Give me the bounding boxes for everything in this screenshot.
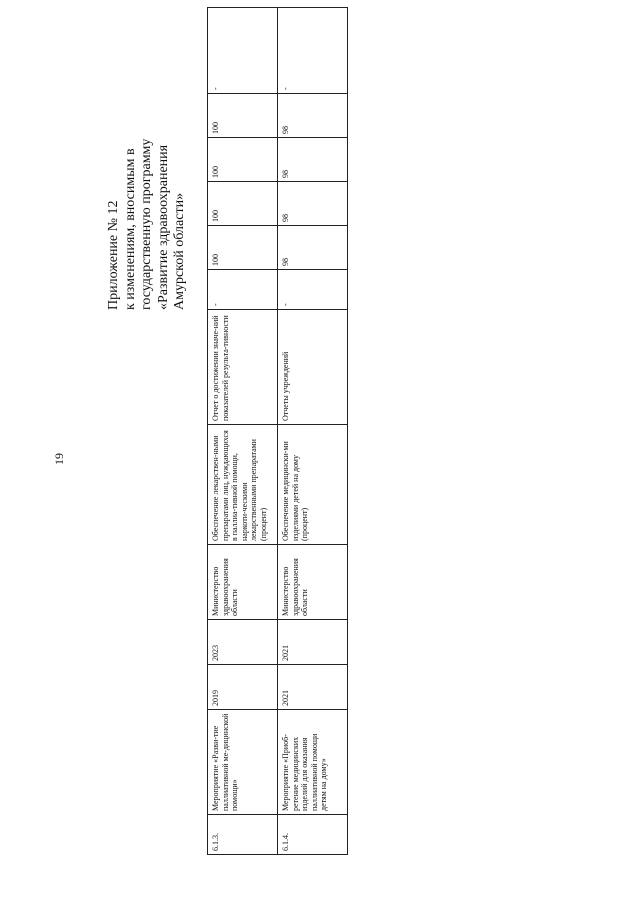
measures-table — [207, 7, 348, 855]
value-cell: 100 — [208, 226, 278, 270]
responsible-executor: Министерство здравоохранения области — [208, 545, 278, 620]
value-cell: - — [208, 270, 278, 310]
appendix-line: к изменениям, вносимым в — [122, 148, 138, 310]
value-cell: 100 — [208, 94, 278, 138]
page-number: 19 — [52, 453, 66, 465]
end-year: 2023 — [208, 620, 278, 665]
appendix-line: «Развитие здравоохранения — [155, 144, 171, 310]
appendix-header — [106, 50, 189, 310]
value-cell: - — [278, 8, 348, 94]
responsible-executor: Министерство здравоохранения области — [278, 545, 348, 620]
value-cell: - — [208, 8, 278, 94]
measure-name: Мероприятие «Приоб-ретение медицинских изделий для оказания паллиативной помощи детям на дому» — [278, 710, 348, 815]
table-row — [278, 8, 348, 855]
start-year: 2019 — [208, 665, 278, 710]
start-year: 2021 — [278, 665, 348, 710]
value-cell: 98 — [278, 138, 348, 182]
data-source: Отчет о достижении значе-ний показателей результа-тивности — [208, 310, 278, 425]
value-cell: 100 — [208, 138, 278, 182]
value-cell: 98 — [278, 226, 348, 270]
appendix-line: Приложение № 12 — [106, 200, 121, 310]
value-cell: 100 — [208, 182, 278, 226]
row-number: 6.1.4. — [278, 815, 348, 855]
value-cell: 98 — [278, 94, 348, 138]
table-row — [208, 8, 278, 855]
appendix-line: Амурской области» — [172, 192, 187, 310]
value-cell: 98 — [278, 182, 348, 226]
indicator-name: Обеспечение лекарствен-ными препаратами лиц, нуждающихся в паллиа-тивной помощи, наркоти-ческими лекарственными препаратами (процент) — [208, 425, 278, 545]
end-year: 2021 — [278, 620, 348, 665]
indicator-name: Обеспечение медицински-ми изделиями детей на дому (процент) — [278, 425, 348, 545]
value-cell: - — [278, 270, 348, 310]
data-source: Отчеты учреждений — [278, 310, 348, 425]
measure-name: Мероприятие «Разви-тие паллиативной ме-дицинской помощи» — [208, 710, 278, 815]
appendix-line: государственную программу — [139, 138, 154, 310]
row-number: 6.1.3. — [208, 815, 278, 855]
